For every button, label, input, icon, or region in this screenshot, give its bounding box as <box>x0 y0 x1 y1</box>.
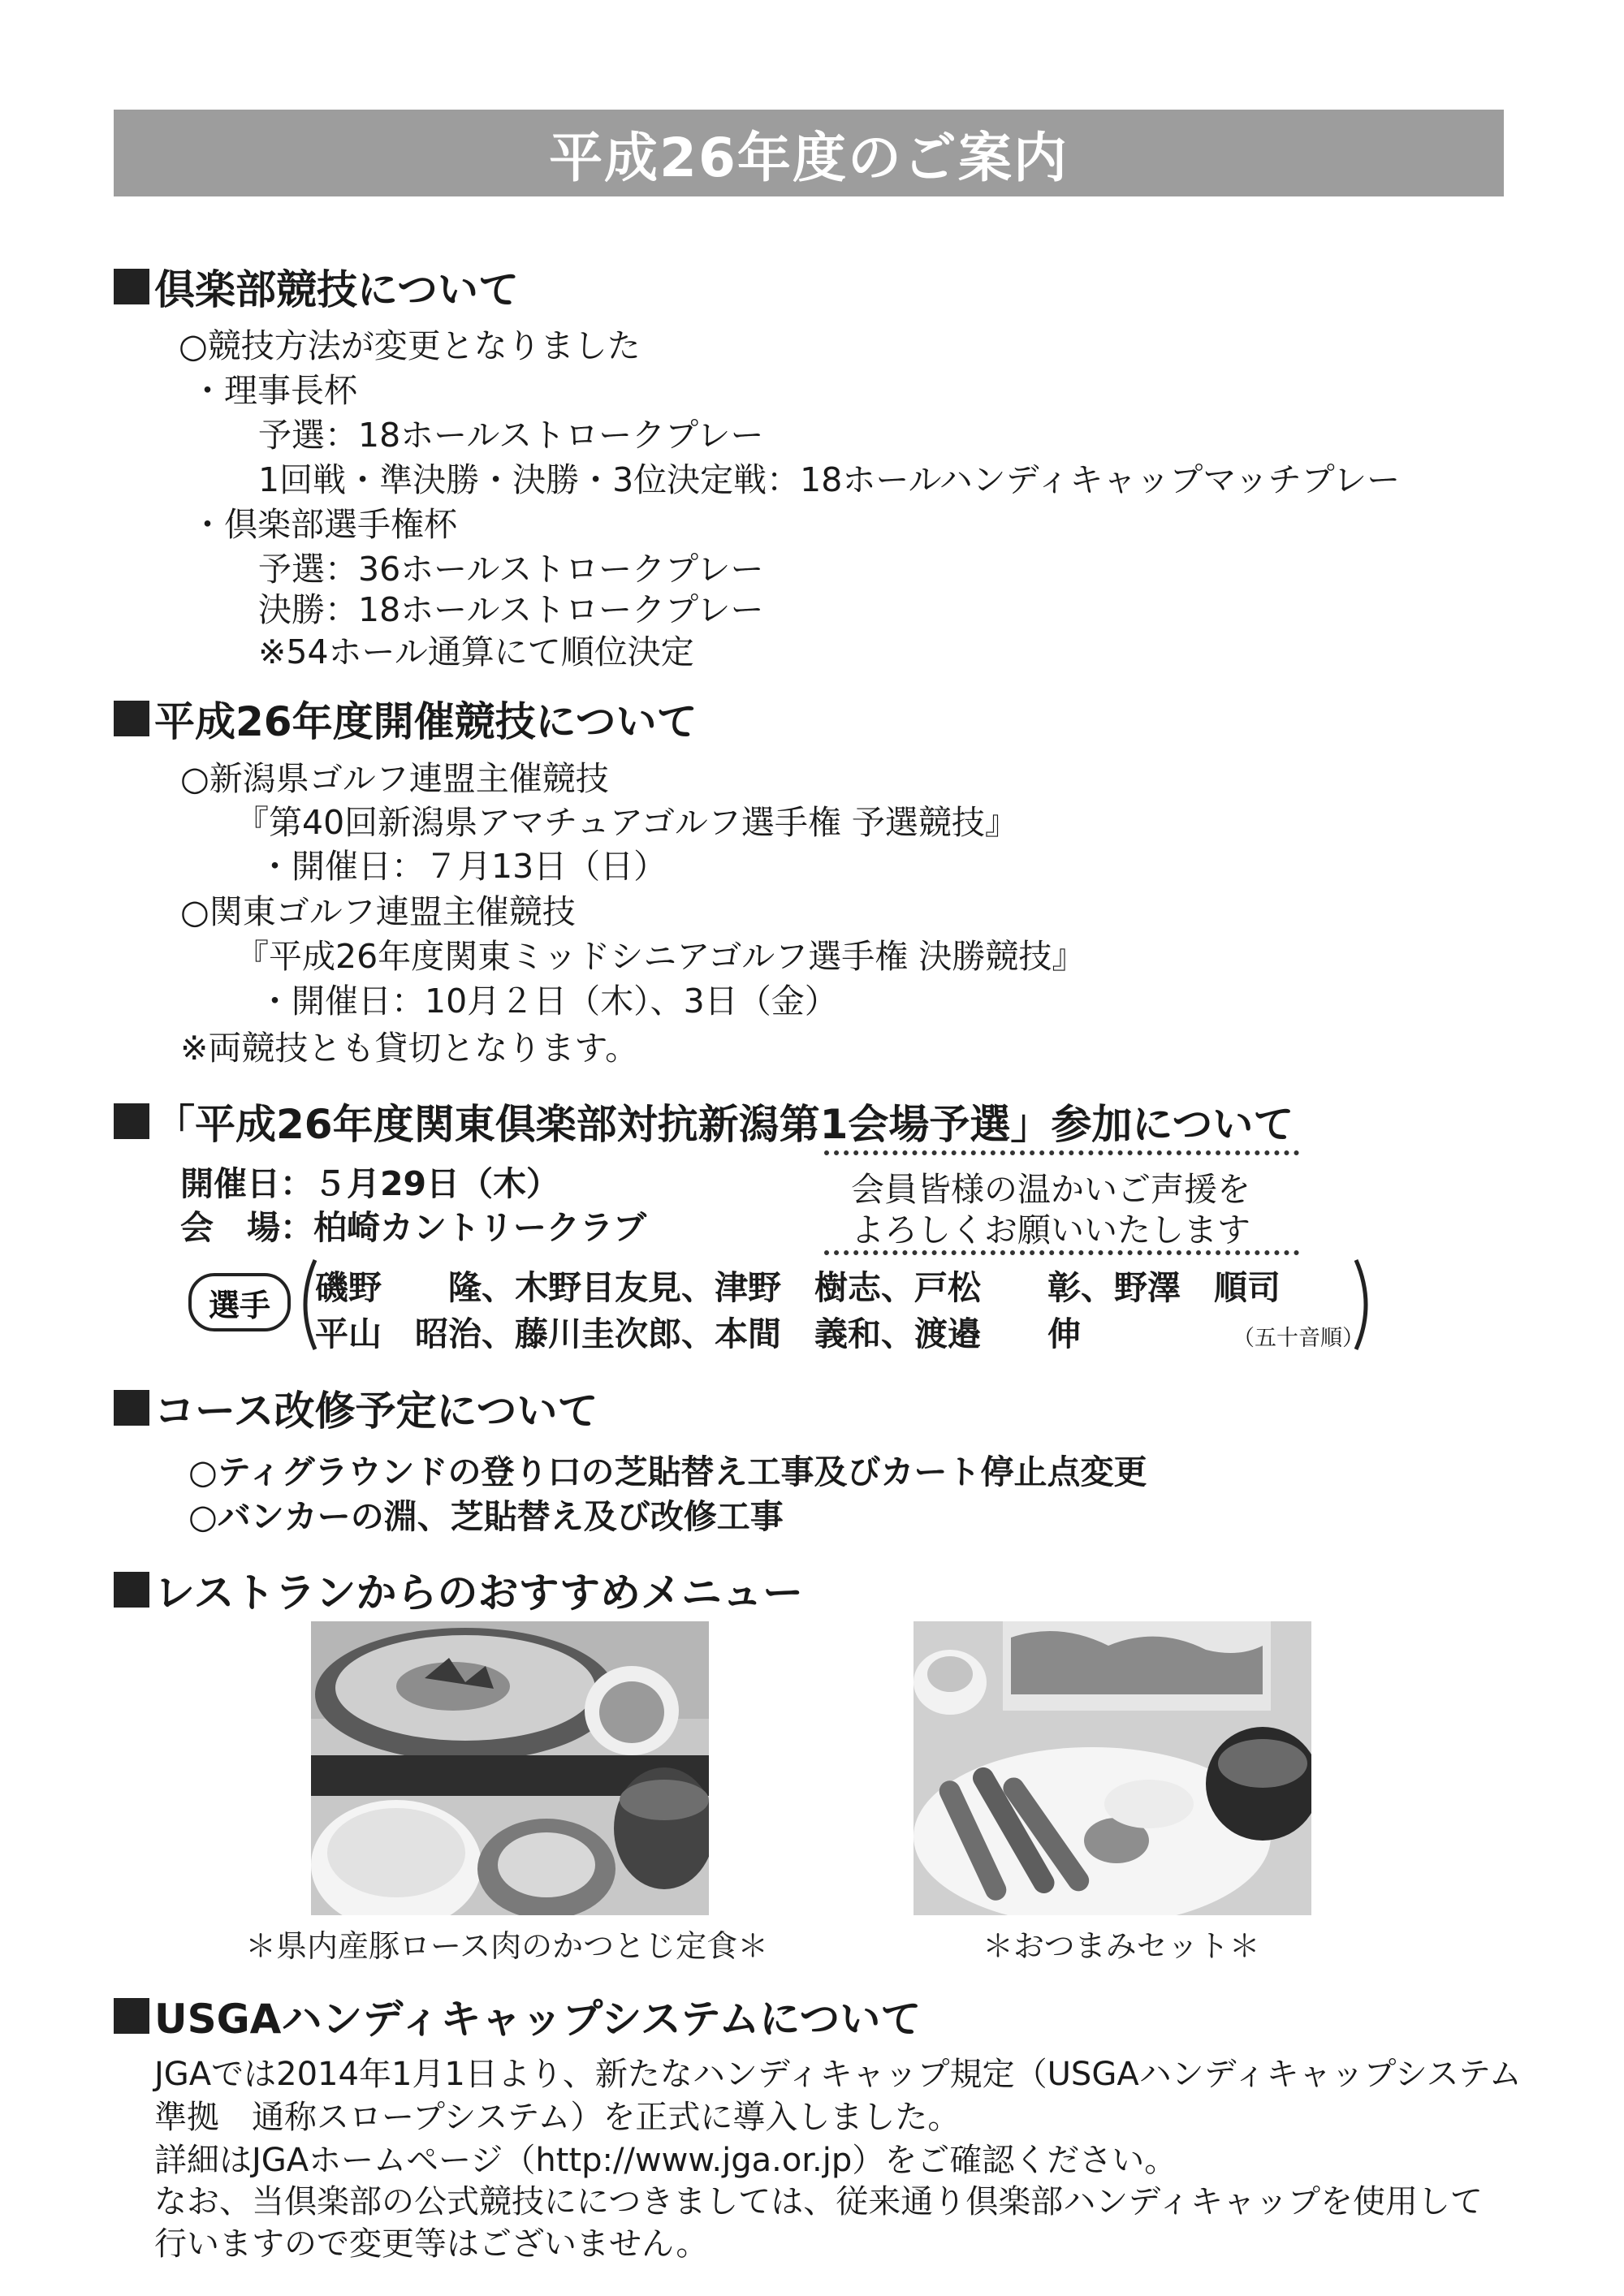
section-heading-restaurant <box>114 1560 803 1619</box>
cheer-line: よろしくお願いいたします <box>851 1211 1250 1249</box>
section-heading-text: USGAハンディキャップシステムについて <box>154 1996 922 2043</box>
usga-line: JGAでは2014年1月1日より、新たなハンディキャップ規定（USGAハンディキャップシステム <box>154 2056 1522 2093</box>
dotted-divider <box>824 1150 1299 1155</box>
usga-line: 準拠 通称スロープシステム）を正式に導入しました。 <box>154 2099 961 2136</box>
section-heading-club <box>114 257 519 316</box>
cheer-line: 会員皆様の温かいご声援を <box>851 1170 1250 1209</box>
section-heading-usga <box>114 1987 921 2045</box>
usga-line: 詳細はJGAホームページ（http://www.jga.or.jp）をご確認ください。 <box>154 2142 1177 2179</box>
section-heading-text: コース改修予定について <box>154 1388 598 1435</box>
players-row: 磯野 隆、木野目友見、津野 樹志、戸松 彰、野澤 順司 <box>315 1268 1281 1307</box>
events-line: 『第40回新潟県アマチュアゴルフ選手権 予選競技』 <box>235 803 1018 842</box>
bullet-square-icon <box>114 701 149 736</box>
bullet-square-icon <box>114 1390 149 1426</box>
players-row: 平山 昭治、藤川圭次郎、本間 義和、渡邉 伸 <box>315 1314 1081 1353</box>
usga-line: 行いますので変更等はございません。 <box>154 2225 709 2263</box>
bullet-square-icon <box>114 1572 149 1608</box>
section-heading-events <box>114 689 698 748</box>
club-line: 予選：36ホールストロークプレー <box>258 550 764 589</box>
players-label-badge: 選手 <box>188 1273 291 1331</box>
otsumami-set-photo <box>914 1621 1311 1915</box>
section-heading-text: 「平成26年度関東倶楽部対抗新潟第1会場予選」参加について <box>154 1101 1294 1148</box>
dotted-divider <box>824 1250 1299 1255</box>
club-line: ・理事長杯 <box>191 371 357 410</box>
photo-caption: ＊県内産豚ロース肉のかつとじ定食＊ <box>245 1928 769 1964</box>
katsutoji-meal-photo <box>311 1621 709 1915</box>
usga-line: なお、当倶楽部の公式競技ににつきましては、従来通り倶楽部ハンディキャップを使用して <box>154 2183 1483 2220</box>
club-line: ○競技方法が変更となりました <box>179 326 641 365</box>
events-line: ○新潟県ゴルフ連盟主催競技 <box>180 759 609 798</box>
course-line: ○バンカーの淵、芝貼替え及び改修工事 <box>188 1497 784 1536</box>
section-heading-text: レストランからのおすすめメニュー <box>154 1569 803 1616</box>
kanto-venue: 会 場：柏崎カントリークラブ <box>180 1208 646 1247</box>
events-line: ○関東ゴルフ連盟主催競技 <box>180 892 576 931</box>
section-heading-kanto <box>114 1092 1294 1150</box>
section-heading-text: 平成26年度開催競技について <box>154 698 698 745</box>
events-line: ・開催日：10月２日（木）、3日（金） <box>258 982 838 1021</box>
events-line: 『平成26年度関東ミッドシニアゴルフ選手権 決勝競技』 <box>235 937 1086 976</box>
club-line: 決勝：18ホールストロークプレー <box>258 590 764 629</box>
photo-caption: ＊おつまみセット＊ <box>983 1928 1260 1964</box>
page-title: 平成26年度のご案内 <box>114 110 1504 196</box>
right-paren-icon <box>1351 1257 1380 1353</box>
events-line: ※両競技とも貸切となります。 <box>180 1029 639 1068</box>
club-line: ・倶楽部選手権杯 <box>191 505 457 544</box>
section-heading-course <box>114 1379 598 1437</box>
kanto-date: 開催日：５月29日（木） <box>180 1164 560 1203</box>
bullet-square-icon <box>114 1103 149 1139</box>
club-line: 予選：18ホールストロークプレー <box>258 416 764 455</box>
club-line: ※54ホール通算にて順位決定 <box>258 632 694 671</box>
bullet-square-icon <box>114 269 149 304</box>
events-line: ・開催日：７月13日（日） <box>258 847 667 886</box>
course-line: ○ティグラウンドの登り口の芝貼替え工事及びカート停止点変更 <box>188 1452 1147 1491</box>
section-heading-text: 倶楽部競技について <box>154 266 519 313</box>
bullet-square-icon <box>114 1998 149 2034</box>
club-line: 1回戦・準決勝・決勝・3位決定戦：18ホールハンディキャップマッチプレー <box>258 460 1401 499</box>
players-order-note: （五十音順） <box>1233 1326 1364 1351</box>
